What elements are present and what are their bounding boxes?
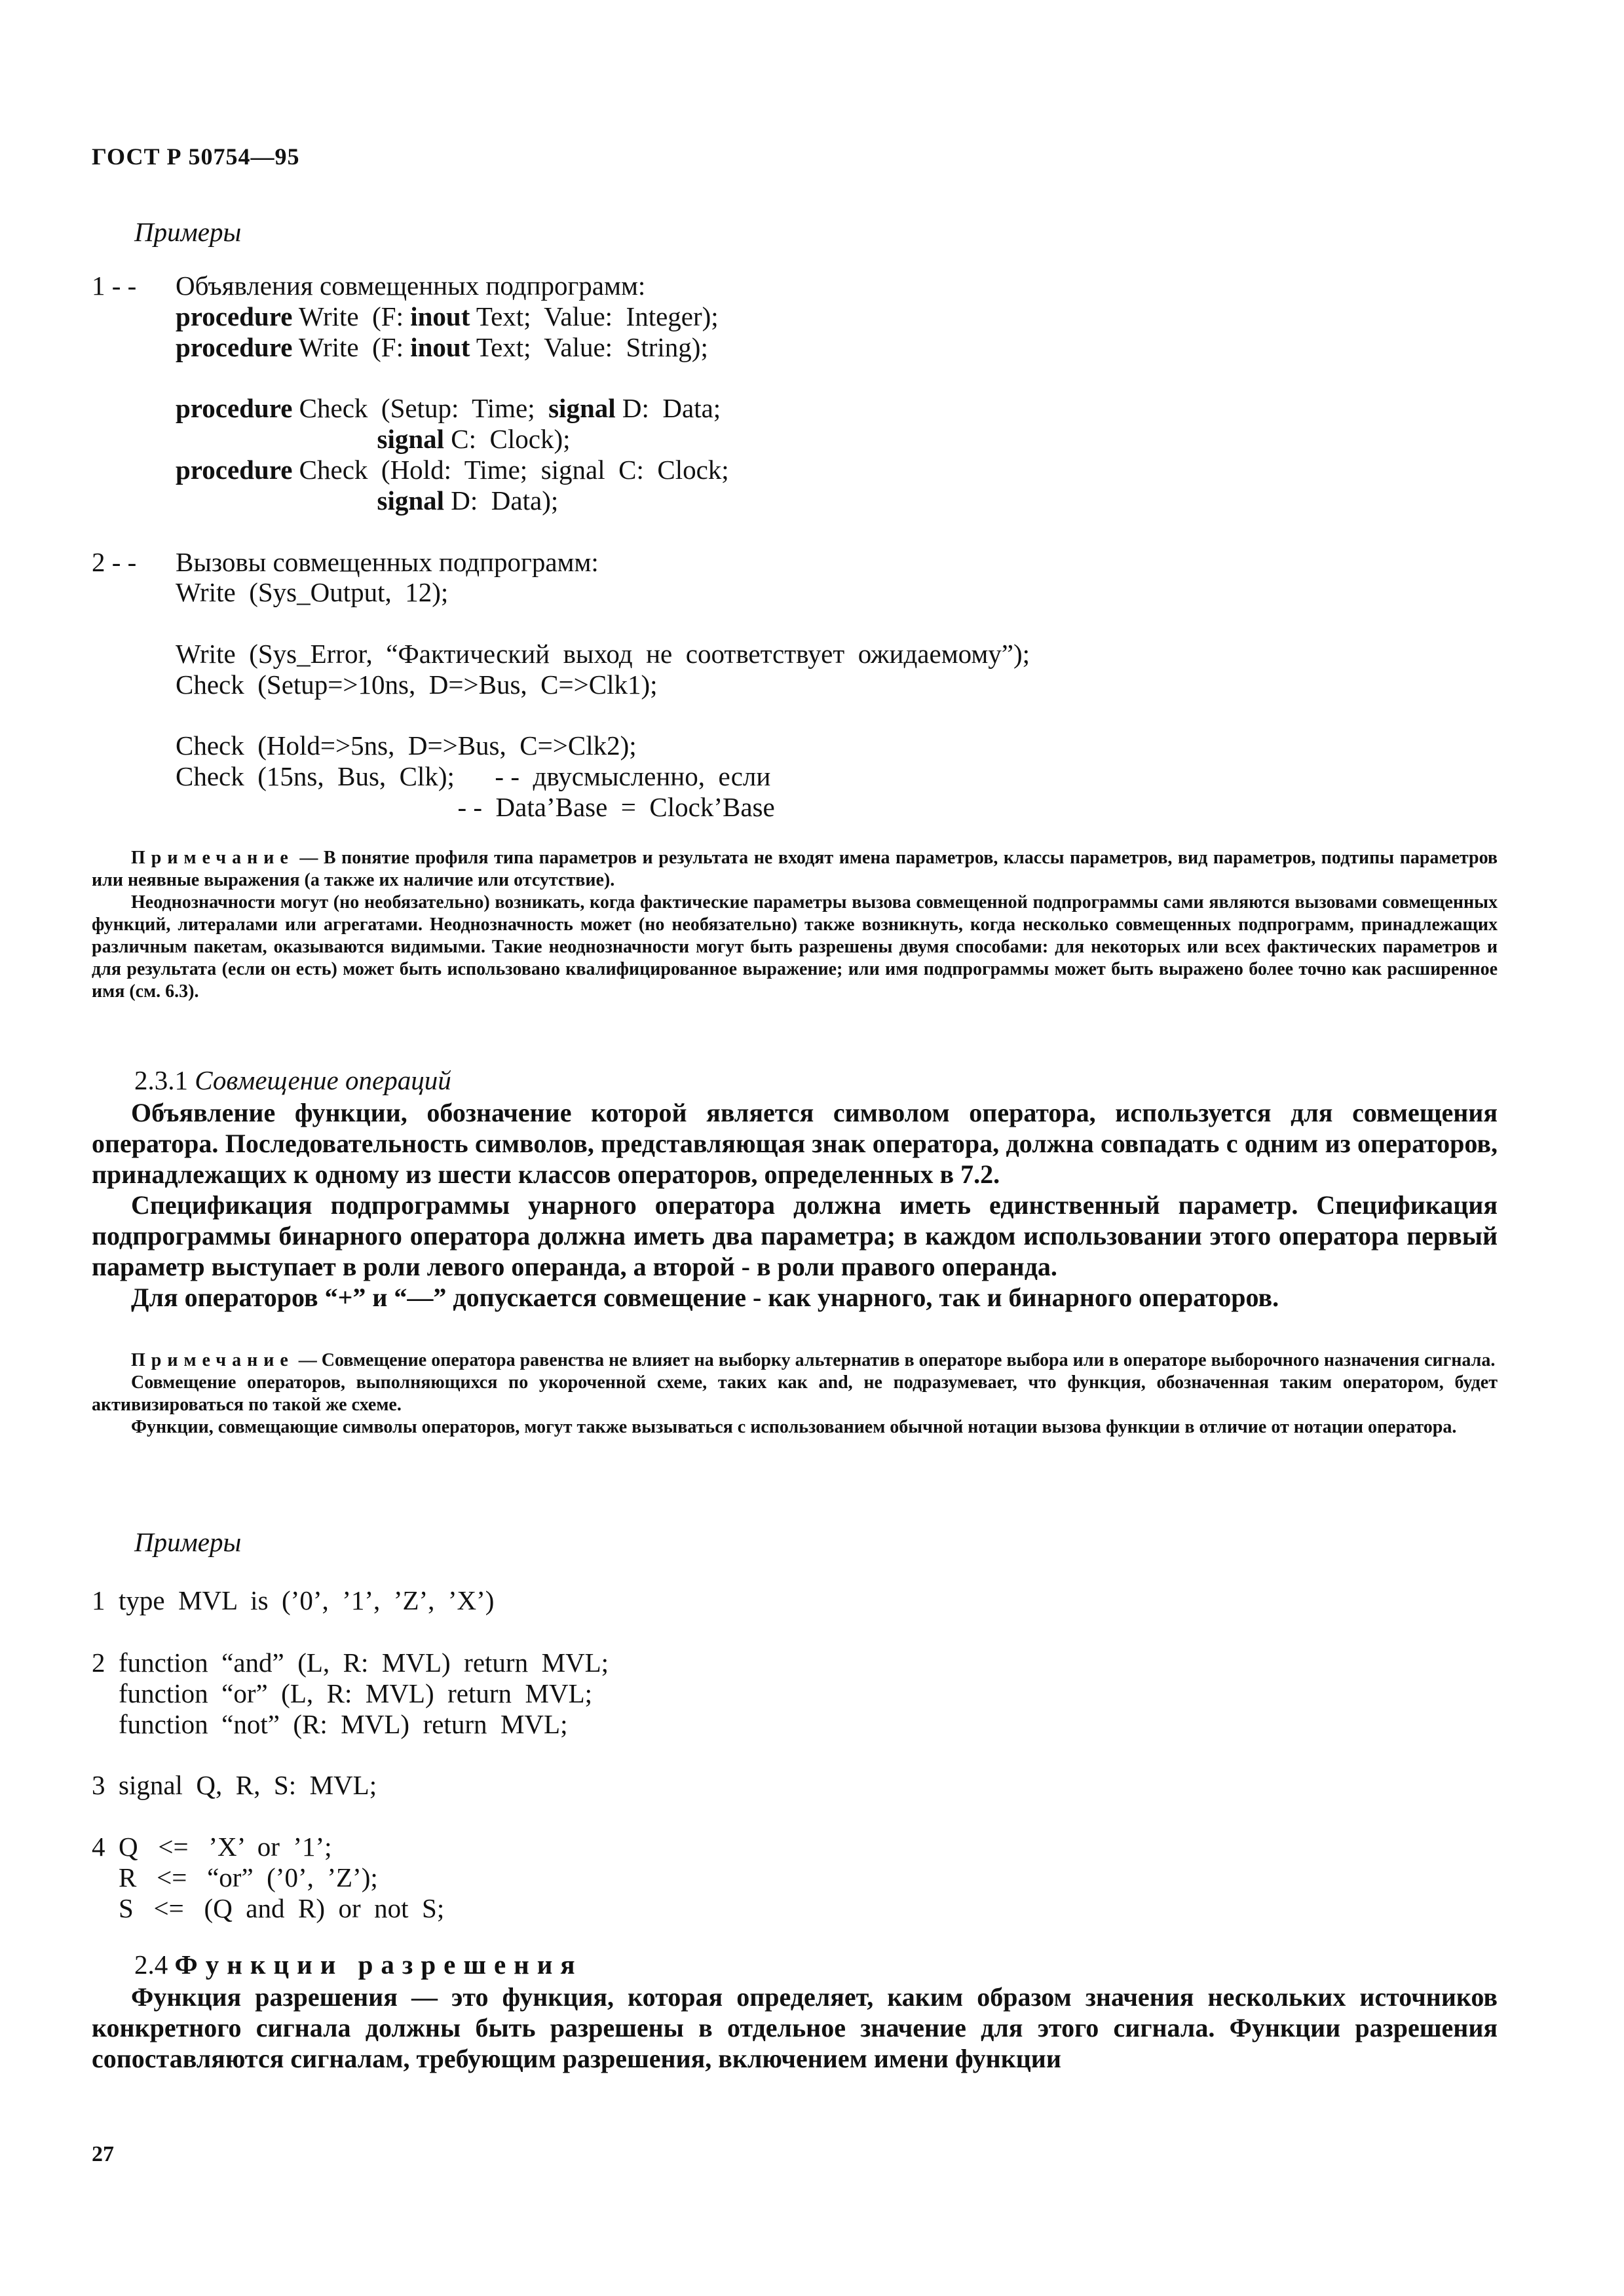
example-code-line: 3 signal Q, R, S: MVL; <box>92 1770 377 1800</box>
note-text: Совмещение операторов, выполняющихся по укороченной схеме, таких как and, не подразумевает, что функция, обозначенная таким оператором, будет активизироваться по такой же схеме. <box>92 1372 1498 1415</box>
note-label: Примечание <box>131 1350 294 1370</box>
note-text: — В понятие профиля типа параметров и результата не входят имена параметров, классы параметров, вид параметров, подтипы параметров или неявные выражения (а также их наличие или отсутствие). <box>92 848 1498 890</box>
examples-heading: Примеры <box>134 217 242 247</box>
example-1-title: Объявления совмещенных подпрограмм: <box>176 271 646 301</box>
example-2-title: Вызовы совмещенных подпрограмм: <box>176 547 599 577</box>
example-2-code-line: - - Data’Base = Clock’Base <box>176 792 775 822</box>
examples-heading: Примеры <box>134 1527 242 1557</box>
example-2-code-line: Write (Sys_Error, “Фактический выход не соответствует ожидаемому”); <box>176 639 1030 669</box>
note-text: — Совмещение оператора равенства не влияет на выборку альтернатив в операторе выбора или в операторе выборочного назначения сигнала. <box>293 1350 1496 1370</box>
example-code-line: 2 function “and” (L, R: MVL) return MVL; <box>92 1647 609 1678</box>
example-code-line: function “or” (L, R: MVL) return MVL; <box>92 1678 593 1708</box>
note-block <box>92 847 1498 1003</box>
example-code-line: R <= “or” (’0’, ’Z’); <box>92 1862 378 1892</box>
section-heading: 2.4 Функции разрешения <box>134 1949 583 1980</box>
example-2-code-line: Check (15ns, Bus, Clk); - - двусмысленно, если <box>176 761 771 791</box>
note-block <box>92 1349 1498 1439</box>
note-label: Примечание <box>131 848 294 868</box>
page-number: 27 <box>92 2142 114 2166</box>
example-code-line: function “not” (R: MVL) return MVL; <box>92 1709 568 1739</box>
example-1-code-line: procedure Write (F: inout Text; Value: Integer); <box>176 301 719 331</box>
example-2-code-line: Write (Sys_Output, 12); <box>176 577 449 607</box>
example-1-code-line: procedure Check (Hold: Time; signal C: Clock; <box>176 455 729 485</box>
example-code-line: 4 Q <= ’X’ or ’1’; <box>92 1832 332 1862</box>
section-body <box>92 1982 1498 2074</box>
paragraph: Спецификация подпрограммы унарного оператора должна иметь единственный параметр. Спецификация подпрограммы бинарного оператора должна иметь два параметра; в каждом использовании этого оператора первый параметр выступает в роли левого операнда, а второй - в роли правого операнда. <box>92 1190 1498 1281</box>
paragraph: Объявление функции, обозначение которой является символом оператора, используется для совмещения оператора. Последовательность символов, представляющая знак оператора, должна совпадать с одним из операторов, принадлежащих к одному из шести классов операторов, определенных в 7.2. <box>92 1098 1498 1189</box>
example-2-number: 2 - - <box>92 547 137 577</box>
example-code-line: 1 type MVL is (’0’, ’1’, ’Z’, ’X’) <box>92 1585 495 1615</box>
section-body <box>92 1097 1498 1313</box>
example-1-code-line: signal C: Clock); <box>377 424 571 454</box>
paragraph: Функция разрешения — это функция, которая определяет, каким образом значения нескольких источников конкретного сигнала должны быть разрешены в отдельное значение для этого сигнала. Функции разрешения сопоставляются сигналам, требующим разрешения, включением имени функции <box>92 1982 1498 2073</box>
example-1-code-line: signal D: Data); <box>377 485 559 516</box>
example-2-code-line: Check (Hold=>5ns, D=>Bus, C=>Clk2); <box>176 730 637 761</box>
note-text: Неоднозначности могут (но необязательно) возникать, когда фактические параметры вызова совмещенной подпрограммы сами являются вызовами совмещенных функций, литералами или агрегатами. Неоднозначность может (но необязательно) также возникнуть, когда несколько совмещенных подпрограмм, принадлежащих различным пакетам, оказываются видимыми. Такие неоднозначности могут быть разрешены двумя способами: для некоторых или всех фактических параметров и для результата (если он есть) может быть использовано квалифицированное выражение; или имя подпрограммы может быть выражено более точно как расширенное имя (см. 6.3). <box>92 892 1498 1002</box>
paragraph: Для операторов “+” и “—” допускается совмещение - как унарного, так и бинарного операторов. <box>131 1283 1279 1312</box>
example-2-code-line: Check (Setup=>10ns, D=>Bus, C=>Clk1); <box>176 669 658 700</box>
example-1-number: 1 - - <box>92 271 137 301</box>
note-text: Функции, совмещающие символы операторов, могут также вызываться с использованием обычной нотации вызова функции в отличие от нотации оператора. <box>131 1417 1457 1437</box>
document-header: ГОСТ Р 50754—95 <box>92 143 300 170</box>
section-heading: 2.3.1 Совмещение операций <box>134 1065 451 1095</box>
example-1-code-line: procedure Check (Setup: Time; signal D: Data; <box>176 393 721 423</box>
example-1-code-line: procedure Write (F: inout Text; Value: String); <box>176 332 708 362</box>
example-code-line: S <= (Q and R) or not S; <box>92 1893 445 1923</box>
